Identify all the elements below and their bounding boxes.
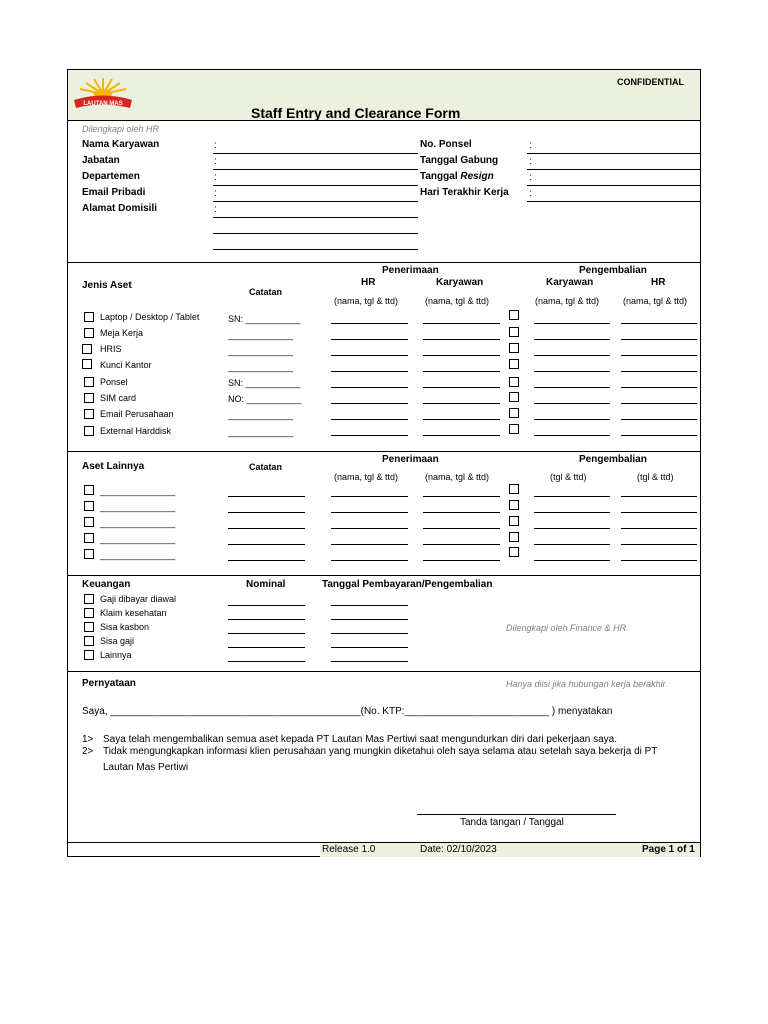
assets-return-employee: Karyawan — [546, 277, 594, 288]
sign-note: (nama, tgl & ttd) — [535, 296, 600, 306]
sign-note: (nama, tgl & ttd) — [425, 472, 490, 482]
other-asset-checkbox[interactable] — [84, 501, 94, 511]
label-resign-date: Tanggal Resign — [420, 171, 494, 182]
other-notes-header: Catatan — [249, 462, 283, 472]
finance-hr-note: Dilengkapi oleh Finance & HR — [506, 623, 627, 633]
point-1-text: Saya telah mengembalikan semua aset kepada PT Lautan Mas Pertiwi saat mengundurkan diri dari pekerjaan saya. — [103, 734, 617, 745]
finance-checkbox[interactable] — [84, 650, 94, 660]
assets-receipt-header: Penerimaan — [382, 265, 439, 276]
label-phone: No. Ponsel — [420, 139, 472, 150]
assets-return-header: Pengembalian — [579, 265, 647, 276]
point-2-text: Tidak mengungkapkan informasi klien perusahaan yang mungkin diketahui oleh saya selama atau setelah saya bekerja di PT — [103, 746, 658, 757]
point-2-text-continued: Lautan Mas Pertiwi — [103, 762, 189, 773]
position-field[interactable] — [213, 169, 418, 170]
return-checkbox[interactable] — [509, 547, 519, 557]
date-sign-note: (tgl & ttd) — [637, 472, 674, 482]
return-checkbox[interactable] — [509, 310, 519, 320]
address-field-line-2[interactable] — [213, 233, 418, 234]
sign-note: (nama, tgl & ttd) — [334, 472, 399, 482]
other-asset-name[interactable]: _______________ — [100, 518, 176, 528]
asset-checkbox[interactable] — [84, 377, 94, 387]
divider — [68, 575, 700, 576]
signature-line[interactable] — [417, 814, 616, 815]
filled-by-hr-note: Dilengkapi oleh HR — [82, 124, 160, 134]
signature-label: Tanda tangan / Tanggal — [460, 817, 564, 828]
sign-note: (nama, tgl & ttd) — [623, 296, 688, 306]
confidential-label: CONFIDENTIAL — [617, 77, 684, 87]
finance-checkbox[interactable] — [84, 594, 94, 604]
label-department: Departemen — [82, 171, 140, 182]
asset-checkbox[interactable] — [84, 409, 94, 419]
label-personal-email: Email Pribadi — [82, 187, 146, 198]
return-checkbox[interactable] — [509, 532, 519, 542]
return-checkbox[interactable] — [509, 343, 519, 353]
divider — [68, 451, 700, 452]
other-asset-name[interactable]: _______________ — [100, 534, 176, 544]
return-checkbox[interactable] — [509, 408, 519, 418]
asset-checkbox[interactable] — [84, 328, 94, 338]
statement-title: Pernyataan — [82, 678, 136, 689]
other-return-header: Pengembalian — [579, 454, 647, 465]
sign-note: (nama, tgl & ttd) — [425, 296, 490, 306]
statement-declaration: Saya, _____________________________________________(No. KTP:__________________________ ) menyatakan — [82, 706, 613, 717]
personal-email-field[interactable] — [213, 201, 418, 202]
other-asset-name[interactable]: _______________ — [100, 486, 176, 496]
point-1-number: 1> — [82, 734, 94, 745]
assets-receipt-hr: HR — [361, 277, 376, 288]
return-checkbox[interactable] — [509, 392, 519, 402]
other-assets-title: Aset Lainnya — [82, 461, 145, 472]
other-asset-checkbox[interactable] — [84, 549, 94, 559]
assets-return-hr: HR — [651, 277, 666, 288]
date-sign-note: (tgl & ttd) — [550, 472, 587, 482]
sign-note: (nama, tgl & ttd) — [334, 296, 399, 306]
company-logo — [70, 74, 136, 116]
address-field-line-1[interactable] — [213, 217, 418, 218]
address-field-line-3[interactable] — [213, 249, 418, 250]
finance-checkbox[interactable] — [84, 636, 94, 646]
asset-checkbox[interactable] — [82, 344, 92, 354]
logo-text: LAUTAN MAS — [83, 101, 123, 107]
page-title: Staff Entry and Clearance Form — [251, 105, 461, 121]
asset-checkbox[interactable] — [84, 312, 94, 322]
date-label: Date: 02/10/2023 — [420, 844, 497, 855]
return-checkbox[interactable] — [509, 500, 519, 510]
last-working-day-field[interactable] — [527, 201, 700, 202]
label-last-working-day: Hari Terakhir Kerja — [420, 187, 509, 198]
statement-note: Hanya diisi jika hubungan kerja berakhir — [506, 679, 666, 689]
finance-section-title: Keuangan — [82, 579, 131, 590]
label-address: Alamat Domisili — [82, 203, 158, 214]
assets-receipt-employee: Karyawan — [436, 277, 484, 288]
return-checkbox[interactable] — [509, 516, 519, 526]
return-checkbox[interactable] — [509, 484, 519, 494]
finance-date-header: Tanggal Pembayaran/Pengembalian — [322, 579, 493, 590]
assets-notes-header: Catatan — [249, 287, 283, 297]
other-asset-name[interactable]: _______________ — [100, 502, 176, 512]
other-asset-checkbox[interactable] — [84, 485, 94, 495]
divider — [68, 262, 700, 263]
return-checkbox[interactable] — [509, 377, 519, 387]
department-field[interactable] — [213, 185, 418, 186]
asset-checkbox[interactable] — [82, 359, 92, 369]
label-employee-name: Nama Karyawan — [82, 139, 160, 150]
release-label: Release 1.0 — [322, 844, 376, 855]
finance-nominal-header: Nominal — [246, 579, 286, 590]
assets-section-title: Jenis Aset — [82, 280, 132, 291]
other-asset-checkbox[interactable] — [84, 533, 94, 543]
divider — [68, 671, 700, 672]
return-checkbox[interactable] — [509, 424, 519, 434]
join-date-field[interactable] — [527, 169, 700, 170]
finance-checkbox[interactable] — [84, 622, 94, 632]
label-position: Jabatan — [82, 155, 120, 166]
resign-date-field[interactable] — [527, 185, 700, 186]
label-join-date: Tanggal Gabung — [420, 155, 499, 166]
asset-checkbox[interactable] — [84, 426, 94, 436]
other-asset-checkbox[interactable] — [84, 517, 94, 527]
other-asset-name[interactable]: _______________ — [100, 550, 176, 560]
asset-checkbox[interactable] — [84, 393, 94, 403]
employee-name-field[interactable] — [213, 153, 418, 154]
return-checkbox[interactable] — [509, 327, 519, 337]
phone-field[interactable] — [527, 153, 700, 154]
finance-checkbox[interactable] — [84, 608, 94, 618]
point-2-number: 2> — [82, 746, 94, 757]
return-checkbox[interactable] — [509, 359, 519, 369]
page-number: Page 1 of 1 — [642, 844, 695, 855]
other-receipt-header: Penerimaan — [382, 454, 439, 465]
clearance-form: LAUTAN MAS CONFIDENTIAL Staff Entry and Clearance Form Dilengkapi oleh HR Nama Karyawan : Jabatan : Departemen : Email Pribadi : Alamat Domisili : No. Ponsel : Tanggal Gabung : Tanggal Resign : Hari Terakhir Kerja : Penerimaan Pengembalian Jenis Aset Catatan HR Karyawan Karyawan HR (nama, tgl & ttd) (nama, tgl & ttd) (nama, tgl & ttd) (nama, tgl & ttd) Laptop / Desktop / Tablet SN: ___________ Meja Kerja _____________ HRIS _____________ Kunci Kantor _____________ Ponsel SN: ___________ SIM card NO: ___________ Email Perusahaan _____________ External Harddisk _____________ Penerimaan Pengembalian Aset Lainnya Catatan (nama, tgl & ttd) (nama, tgl & ttd) (tgl & ttd) (tgl & ttd) _______________ _______________ _______________ _______________ _______________ Keuangan Nominal Tanggal Pembayaran/Pengembalian Gaji dibayar diawal Klaim kesehatan Sisa kasbon Sisa gaji Lainnya Dilengkapi oleh Finance & HR Pernyataan Hanya diisi jika hubungan kerja berakhir Saya, _____________________________________________(No. KTP:__________________________ ) menyatakan 1> Saya telah mengembalikan semua aset kepada PT Lautan Mas Pertiwi saat mengundurkan diri dari pekerjaan saya. 2> Tidak mengungkapkan informasi klien perusahaan yang mungkin diketahui oleh saya selama atau setelah saya bekerja di PT Lautan Mas Pertiwi Tanda tangan / Tanggal Release 1.0 Date: 02/10/2023 Page 1 of 1 — [67, 69, 701, 857]
